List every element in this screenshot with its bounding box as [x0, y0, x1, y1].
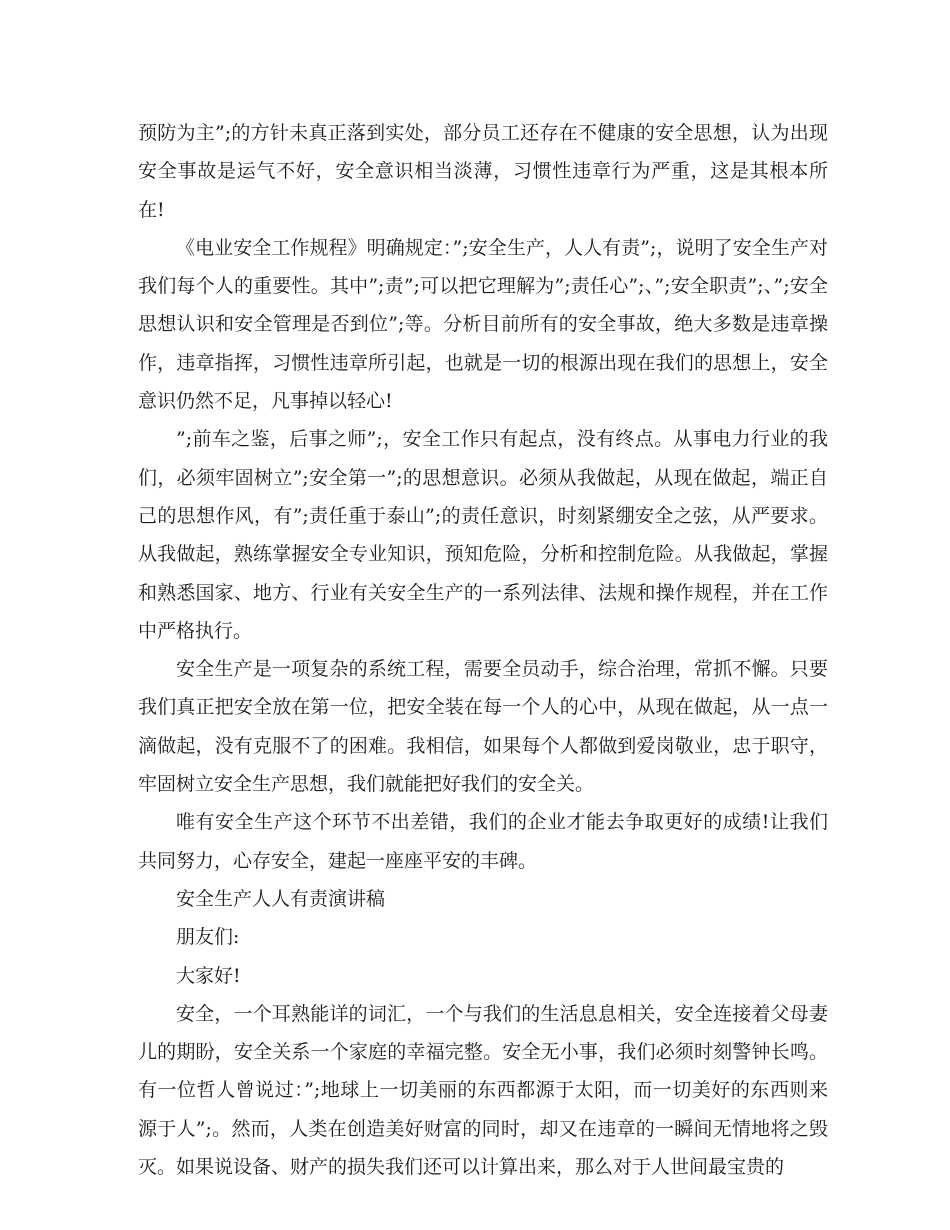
speech-title: 安全生产人人有责演讲稿	[176, 887, 386, 910]
paragraph-4: 安全生产是一项复杂的系统工程，需要全员动手，综合治理，常抓不懈。只要我们真正把安全放在第一位，把安全装在每一个人的心中，从现在做起，从一点一滴做起，没有克服不了的困难。我相信，如果每个人都做到爱岗敬业，忠于职守，牢固树立安全生产思想，我们就能把好我们的安全关。	[138, 658, 828, 796]
paragraph-1: 预防为主”;的方针未真正落到实处，部分员工还存在不健康的安全思想，认为出现安全事故是运气不好，安全意识相当淡薄，习惯性违章行为严重，这是其根本所在!	[138, 122, 828, 221]
greeting: 大家好!	[176, 964, 241, 987]
document-body	[138, 114, 828, 1186]
salutation: 朋友们:	[176, 926, 240, 949]
paragraph-3: ”;前车之鉴，后事之师”;，安全工作只有起点，没有终点。从事电力行业的我们，必须牢固树立”;安全第一”;的思想意识。必须从我做起，从现在做起，端正自己的思想作风，有”;责任重于泰山”;的责任意识，时刻紧绷安全之弦，从严要求。从我做起，熟练掌握安全专业知识，预知危险，分析和控制危险。从我做起，掌握和熟悉国家、地方、行业有关安全生产的一系列法律、法规和操作规程，并在工作中严格执行。	[138, 428, 828, 642]
paragraph-9: 安全，一个耳熟能详的词汇，一个与我们的生活息息相关，安全连接着父母妻儿的期盼，安全关系一个家庭的幸福完整。安全无小事，我们必须时刻警钟长鸣。有一位哲人曾说过：”;地球上一切美丽的东西都源于太阳，而一切美好的东西则来源于人”;。然而，人类在创造美好财富的同时，却又在违章的一瞬间无情地将之毁灭。如果说设备、财产的损失我们还可以计算出来，那么对于人世间最宝贵的	[138, 1002, 828, 1179]
paragraph-5: 唯有安全生产这个环节不出差错，我们的企业才能去争取更好的成绩!让我们共同努力，心存安全，建起一座座平安的丰碑。	[138, 811, 828, 872]
paragraph-2: 《电业安全工作规程》明确规定：”;安全生产，人人有责”;，说明了安全生产对我们每个人的重要性。其中”;责”;可以把它理解为”;责任心”;、”;安全职责”;、”;安全思想认识和安全管理是否到位”;等。分析目前所有的安全事故，绝大多数是违章操作，违章指挥，习惯性违章所引起，也就是一切的根源出现在我们的思想上，安全意识仍然不足，凡事掉以轻心!	[138, 236, 828, 413]
